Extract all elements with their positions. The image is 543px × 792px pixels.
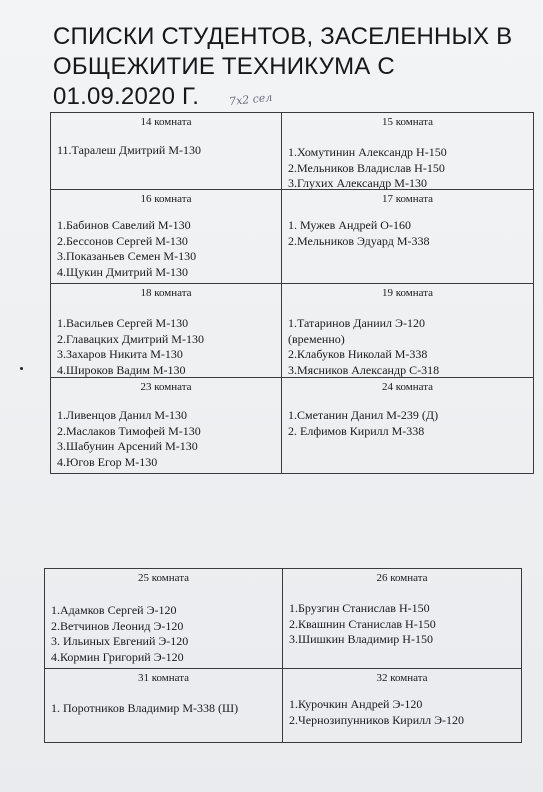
student-entry: 1.Брузгин Станислав Н-150	[289, 601, 430, 615]
student-entry: 4.Кормин Григорий Э-120	[51, 649, 184, 664]
title-line: ОБЩЕЖИТИЕ ТЕХНИКУМА С	[53, 53, 395, 80]
student-entry: 1.Хомутинин Александр Н-150	[288, 145, 447, 159]
student-list	[283, 697, 521, 728]
room-cell	[282, 190, 534, 284]
room-cell	[51, 284, 282, 378]
student-list	[51, 143, 281, 159]
student-entry: 4.Щукин Дмитрий М-130	[57, 264, 189, 279]
student-entry: 2.Квашнин Станислав Н-150	[289, 616, 436, 631]
table-row	[51, 190, 534, 284]
student-entry: 3.Глухих Александр М-130	[288, 176, 427, 190]
student-entry: 2.Мельников Эдуард М-338	[288, 233, 430, 248]
student-entry: 1.Сметанин Данил М-239 (Д)	[288, 408, 439, 422]
student-list	[51, 316, 281, 378]
room-number: 19 комната	[381, 287, 434, 299]
student-entry: 3.Шишкин Владимир Н-150	[289, 632, 433, 646]
room-number: 16 комната	[140, 193, 192, 205]
table-row	[51, 113, 534, 190]
student-entry: 1.Курочкин Андрей Э-120	[289, 697, 423, 711]
student-entry: 11.Таралеш Дмитрий М-130	[57, 143, 201, 157]
table-row	[45, 569, 522, 669]
room-number: 17 комната	[381, 193, 434, 205]
room-number: 15 комната	[381, 116, 434, 128]
rooms-table-1	[50, 112, 534, 474]
room-number: 31 комната	[137, 672, 190, 684]
room-number: 23 комната	[140, 381, 192, 393]
room-cell	[283, 569, 522, 669]
student-entry: 1. Поротников Владимир М-338 (Ш)	[51, 701, 239, 715]
student-entry: 1.Адамков Сергей Э-120	[51, 603, 177, 617]
student-list	[282, 218, 533, 249]
student-entry: 2.Клабуков Николай М-338	[288, 347, 428, 361]
student-entry: 1. Мужев Андрей О-160	[288, 218, 411, 232]
student-entry: (временно)	[288, 331, 345, 346]
student-list	[282, 316, 533, 378]
student-list	[283, 601, 521, 648]
student-list	[51, 218, 281, 280]
student-list	[45, 701, 282, 717]
table-row	[45, 669, 522, 743]
table-row	[51, 378, 534, 474]
room-cell	[283, 669, 522, 743]
ink-dot	[20, 367, 23, 370]
room-cell	[45, 569, 283, 669]
student-entry: 1.Васильев Сергей М-130	[57, 316, 189, 330]
student-entry: 2.Ветчинов Леонид Э-120	[51, 618, 184, 633]
room-number: 24 комната	[381, 381, 434, 393]
handwritten-note: 7х2 сел	[228, 90, 273, 109]
student-entry: 4.Широков Вадим М-130	[57, 362, 186, 377]
student-list	[282, 145, 533, 192]
document-title	[53, 22, 533, 112]
student-entry: 2.Главацких Дмитрий М-130	[57, 331, 204, 346]
student-entry: 2.Бессонов Сергей М-130	[57, 233, 188, 248]
room-cell	[51, 190, 282, 284]
student-entry: 2. Елфимов Кирилл М-338	[288, 423, 425, 438]
room-cell	[282, 378, 534, 474]
room-number: 26 комната	[376, 572, 428, 584]
student-entry: 3.Мясников Александр С-318	[288, 362, 440, 377]
room-cell	[51, 378, 282, 474]
student-entry: 2.Мельников Владислав Н-150	[288, 160, 445, 175]
room-number: 25 комната	[137, 572, 190, 584]
student-entry: 3. Ильиных Евгений Э-120	[51, 634, 189, 648]
room-cell	[45, 669, 283, 743]
student-entry: 1.Ливенцов Данил М-130	[57, 408, 188, 422]
student-entry: 2.Чернозипунников Кирилл Э-120	[289, 712, 465, 727]
student-entry: 3.Захаров Никита М-130	[57, 347, 183, 361]
student-entry: 4.Югов Егор М-130	[57, 454, 158, 469]
title-line: СПИСКИ СТУДЕНТОВ, ЗАСЕЛЕННЫХ В	[53, 23, 513, 50]
student-entry: 3.Шабунин Арсений М-130	[57, 439, 198, 453]
room-cell	[282, 284, 534, 378]
student-entry: 3.Показаньев Семен М-130	[57, 249, 197, 263]
student-list	[282, 408, 533, 439]
rooms-table-2	[44, 568, 522, 743]
table-row	[51, 284, 534, 378]
room-number: 18 комната	[140, 287, 192, 299]
student-entry: 1.Татаринов Даниил Э-120	[288, 316, 425, 330]
room-cell	[282, 113, 534, 190]
room-cell	[51, 113, 282, 190]
student-entry: 1.Бабинов Савелий М-130	[57, 218, 191, 232]
student-list	[45, 603, 282, 665]
room-number: 14 комната	[140, 116, 192, 128]
room-number: 32 комната	[376, 672, 428, 684]
student-list	[51, 408, 281, 470]
title-line: 01.09.2020 Г.	[53, 83, 200, 110]
student-entry: 2.Маслаков Тимофей М-130	[57, 423, 201, 438]
